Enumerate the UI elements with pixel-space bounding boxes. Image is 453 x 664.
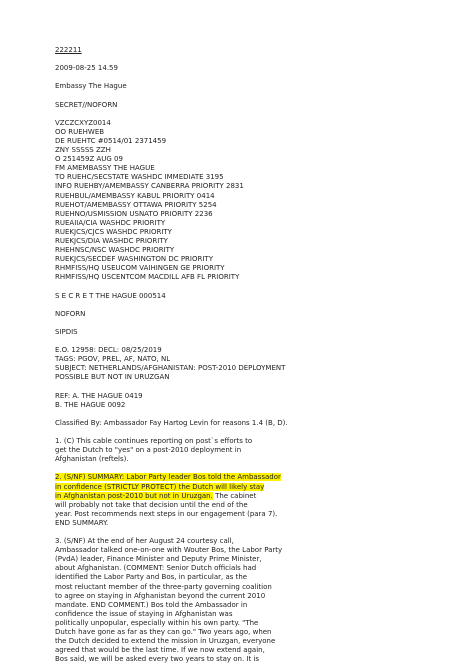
- paragraph-line: confidence the issue of staying in Afghanistan was: [55, 609, 233, 618]
- tags-line: TAGS: PGOV, PREL, AF, NATO, NL: [55, 355, 171, 364]
- cable-origin: Embassy The Hague: [55, 82, 127, 91]
- paragraph-line: [55, 483, 447, 492]
- ref-line: REF: A. THE HAGUE 0419: [55, 391, 143, 400]
- paragraph-line: agreed that would be the last time. If we now extend again,: [55, 646, 265, 655]
- subject-line-cont: POSSIBLE BUT NOT IN URUZGAN: [55, 373, 170, 382]
- paragraph-2: [55, 473, 447, 528]
- paragraph-line: END SUMMARY.: [55, 518, 109, 527]
- ref-line: B. THE HAGUE 0092: [55, 400, 126, 409]
- routing-line: TO RUEHC/SECSTATE WASHDC IMMEDIATE 3195: [55, 173, 224, 182]
- noforn-marking: NOFORN: [55, 309, 86, 318]
- routing-line: O 251459Z AUG 09: [55, 155, 123, 164]
- routing-line: VZCZCXYZ0014: [55, 118, 111, 127]
- cable-datetime: 2009-08-25 14.59: [55, 64, 118, 73]
- paragraph-3: [55, 537, 447, 664]
- paragraph-line: politically unpopular, especially within his own party. "The: [55, 618, 259, 627]
- routing-line: RUEKJCS/DIA WASHDC PRIORITY: [55, 236, 168, 245]
- cable-text: [55, 46, 447, 664]
- paragraph-line: mandate. END COMMENT.) Bos told the Ambassador in: [55, 600, 248, 609]
- highlighted-text: in Afghanistan post-2010 but not in Uruzgan.: [55, 491, 213, 500]
- routing-line: ZNY SSSSS ZZH: [55, 146, 111, 155]
- paragraph-line: most reluctant member of the three-party governing coalition: [55, 582, 272, 591]
- paragraph-line: Ambassador talked one-on-one with Wouter Bos, the Labor Party: [55, 546, 283, 555]
- classified-by: Classified By: Ambassador Fay Hartog Levin for reasons 1.4 (B, D).: [55, 418, 288, 427]
- highlighted-text: in confidence (STRICTLY PROTECT) the Dutch will likely stay: [55, 482, 265, 491]
- routing-line: RUEKJCS/SECDEF WASHINGTON DC PRIORITY: [55, 255, 213, 264]
- routing-line: RHMFISS/HQ USEUCOM VAIHINGEN GE PRIORITY: [55, 264, 225, 273]
- paragraph-line: [55, 473, 447, 482]
- paragraph-line: [55, 492, 447, 501]
- meta-block: [55, 346, 447, 382]
- routing-line: RUEKJCS/CJCS WASHDC PRIORITY: [55, 227, 172, 236]
- secret-line: S E C R E T THE HAGUE 000514: [55, 291, 166, 300]
- paragraph-line: identified the Labor Party and Bos, in particular, as the: [55, 573, 248, 582]
- paragraph-1: [55, 437, 447, 464]
- cable-id: 222211: [55, 46, 82, 54]
- paragraph-line: about Afghanistan. (COMMENT: Senior Dutch officials had: [55, 564, 257, 573]
- routing-line: DE RUEHTC #0514/01 2371459: [55, 136, 167, 145]
- routing-line: INFO RUEHBY/AMEMBASSY CANBERRA PRIORITY 2831: [55, 182, 244, 191]
- paragraph-text: The cabinet: [212, 491, 257, 500]
- sipdis-marking: SIPDIS: [55, 327, 78, 336]
- paragraph-line: to agree on staying in Afghanistan beyond the current 2010: [55, 591, 266, 600]
- routing-line: RUEHNO/USMISSION USNATO PRIORITY 2236: [55, 209, 213, 218]
- routing-line: RUEHOT/AMEMBASSY OTTAWA PRIORITY 5254: [55, 200, 217, 209]
- paragraph-line: year. Post recommends next steps in our engagement (para 7).: [55, 509, 278, 518]
- routing-line: RHEHNSC/NSC WASHDC PRIORITY: [55, 246, 175, 255]
- routing-line: RHMFISS/HQ USCENTCOM MACDILL AFB FL PRIORITY: [55, 273, 240, 282]
- ref-block: [55, 392, 447, 410]
- paragraph-line: Bos said, we will be asked every two years to stay on. It is: [55, 655, 260, 664]
- cable-classification: SECRET//NOFORN: [55, 100, 118, 109]
- routing-line: RUEHBUL/AMEMBASSY KABUL PRIORITY 0414: [55, 191, 215, 200]
- routing-line: FM AMEMBASSY THE HAGUE: [55, 164, 155, 173]
- paragraph-line: 3. (S/NF) At the end of her August 24 courtesy call,: [55, 537, 234, 546]
- paragraph-line: 1. (C) This cable continues reporting on post`s efforts to: [55, 437, 253, 446]
- routing-block: [55, 119, 447, 283]
- eo-line: E.O. 12958: DECL: 08/25/2019: [55, 346, 162, 355]
- paragraph-line: (PvdA) leader, Finance Minister and Deputy Prime Minister,: [55, 555, 262, 564]
- routing-line: OO RUEHWEB: [55, 127, 105, 136]
- routing-line: RUEAIIA/CIA WASHDC PRIORITY: [55, 218, 166, 227]
- paragraph-line: get the Dutch to "yes" on a post-2010 deployment in: [55, 446, 242, 455]
- paragraph-line: Dutch have gone as far as they can go." Two years ago, when: [55, 628, 272, 636]
- paragraph-line: will probably not take that decision until the end of the: [55, 500, 248, 509]
- subject-line: SUBJECT: NETHERLANDS/AFGHANISTAN: POST-2010 DEPLOYMENT: [55, 364, 286, 373]
- paragraph-line: the Dutch decided to extend the mission in Uruzgan, everyone: [55, 637, 276, 646]
- paragraph-line: Afghanistan (reftels).: [55, 455, 129, 464]
- highlighted-text: 2. (S/NF) SUMMARY: Labor Party leader Bos told the Ambassador: [55, 473, 281, 482]
